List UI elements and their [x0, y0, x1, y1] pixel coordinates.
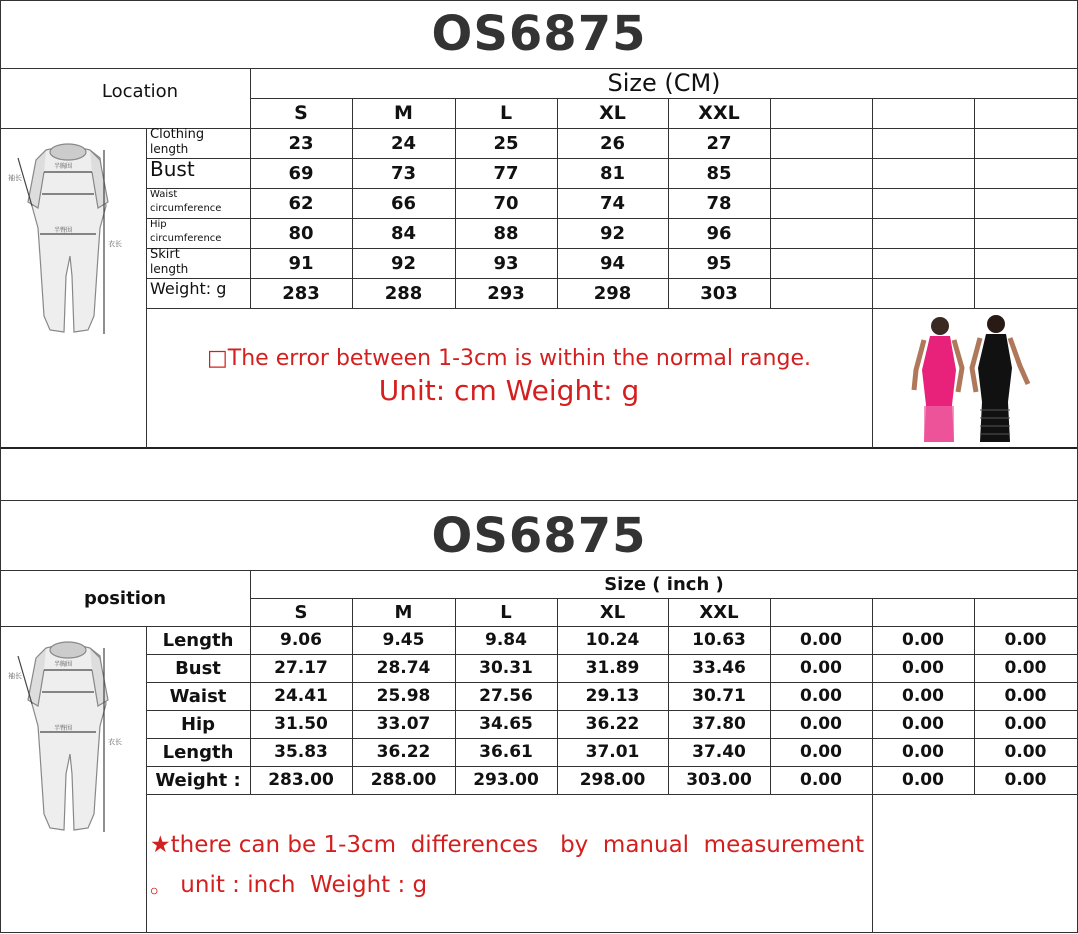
size-header-xxl: XXL: [698, 102, 740, 124]
size-value: 0.00: [1004, 658, 1047, 678]
size-value: 0.00: [800, 686, 842, 706]
size-value: 91: [288, 252, 314, 274]
svg-text:半胸围: 半胸围: [54, 163, 73, 170]
size-value: 25: [493, 132, 519, 154]
row-label-line: length: [150, 142, 189, 156]
row-label: Length: [162, 741, 234, 763]
size-value: 36.61: [479, 742, 533, 762]
svg-text:半胸围: 半胸围: [54, 661, 73, 668]
size-header-s: S: [294, 102, 308, 124]
row-label-line: length: [150, 262, 189, 276]
row-label-line: Weight: g: [150, 279, 227, 298]
note-error-range: □The error between 1-3cm is within the normal range.: [207, 345, 811, 371]
row-label-line: circumference: [150, 203, 222, 214]
size-header-l: L: [499, 102, 513, 124]
note-manual-measurement: ★there can be 1-3cm differences by manual measurement: [150, 832, 865, 858]
size-value: 94: [599, 252, 626, 274]
size-value: 31.50: [274, 714, 328, 734]
row-label: Length: [162, 629, 234, 651]
size-value: 33.07: [376, 714, 431, 734]
size-value: 84: [390, 222, 417, 244]
size-value: 70: [493, 192, 519, 214]
size-header-m: M: [394, 102, 413, 124]
svg-text:衣长: 衣长: [108, 240, 122, 248]
size-value: 0.00: [800, 770, 842, 790]
row-label-line: Bust: [150, 157, 195, 181]
svg-text:半臀围: 半臀围: [54, 725, 73, 732]
row-label-line: Skirt: [150, 247, 180, 262]
size-value: 36.22: [376, 742, 431, 762]
bottom-title: OS6875: [431, 508, 647, 564]
row-label: [150, 128, 248, 158]
size-header-s: S: [294, 601, 308, 623]
size-value: 78: [706, 192, 732, 214]
size-value: 0.00: [1004, 686, 1047, 706]
svg-text:袖长: 袖长: [8, 174, 22, 182]
size-value: 288: [384, 282, 423, 304]
size-value: 26: [599, 132, 626, 154]
size-value: 0.00: [902, 770, 944, 790]
size-header-xl: XL: [599, 601, 626, 623]
row-label: Bust: [175, 657, 221, 679]
size-value: 80: [288, 222, 314, 244]
size-value: 10.63: [692, 630, 746, 650]
size-value: 24.41: [274, 686, 328, 706]
size-value: 92: [599, 222, 626, 244]
size-value: 9.06: [280, 630, 322, 650]
svg-text:半臀围: 半臀围: [54, 227, 73, 234]
size-value: 29.13: [585, 686, 640, 706]
size-value: 303: [700, 282, 738, 304]
size-value: 0.00: [902, 742, 944, 762]
size-value: 30.31: [479, 658, 533, 678]
size-value: 27: [706, 132, 732, 154]
size-value: 0.00: [1004, 742, 1047, 762]
position-label: position: [83, 588, 167, 609]
size-value: 28.74: [376, 658, 431, 678]
size-value: 0.00: [1004, 714, 1047, 734]
size-value: 66: [390, 192, 417, 214]
size-value: 23: [288, 132, 314, 154]
size-value: 288.00: [370, 770, 437, 790]
row-label: [150, 158, 248, 188]
size-value: 9.45: [382, 630, 425, 650]
row-label-line: Waist: [150, 189, 178, 200]
size-value: 34.65: [479, 714, 533, 734]
row-label: Hip: [180, 713, 216, 735]
row-label-line: Hip: [150, 219, 167, 230]
size-value: 27.56: [479, 686, 533, 706]
row-label: Weight :: [155, 769, 241, 791]
size-value: 74: [599, 192, 626, 214]
svg-text:衣长: 衣长: [108, 738, 122, 746]
size-value: 10.24: [585, 630, 640, 650]
size-value: 25.98: [376, 686, 431, 706]
size-value: 27.17: [274, 658, 328, 678]
size-inch-header: Size ( inch ): [604, 573, 724, 595]
size-value: 37.80: [692, 714, 746, 734]
size-cm-header: Size (CM): [607, 69, 721, 97]
garment-measurement-sketch-inch: [8, 634, 138, 842]
svg-text:袖长: 袖长: [8, 672, 22, 680]
size-value: 0.00: [902, 686, 944, 706]
size-value: 9.84: [485, 630, 527, 650]
size-value: 31.89: [585, 658, 640, 678]
size-value: 92: [390, 252, 417, 274]
size-value: 0.00: [800, 742, 842, 762]
row-label: [150, 248, 248, 278]
size-value: 33.46: [692, 658, 746, 678]
size-value: 95: [706, 252, 732, 274]
size-value: 81: [599, 162, 626, 184]
model-photo: [880, 310, 1070, 446]
size-value: 96: [706, 222, 732, 244]
size-value: 35.83: [274, 742, 328, 762]
size-value: 24: [390, 132, 417, 154]
size-value: 0.00: [902, 658, 944, 678]
size-value: 93: [493, 252, 519, 274]
garment-measurement-sketch: [8, 136, 138, 344]
size-header-xxl: XXL: [699, 601, 739, 623]
size-value: 85: [706, 162, 732, 184]
size-value: 0.00: [1004, 630, 1047, 650]
size-value: 0.00: [1004, 770, 1047, 790]
location-label: Location: [101, 80, 179, 102]
size-header-l: L: [500, 601, 512, 623]
size-value: 298: [593, 282, 632, 304]
size-value: 0.00: [800, 630, 842, 650]
size-value: 298.00: [579, 770, 646, 790]
row-label: [150, 188, 248, 218]
size-value: 62: [288, 192, 314, 214]
top-title: OS6875: [431, 6, 647, 62]
note-unit-cm: Unit: cm Weight: g: [378, 373, 640, 407]
size-value: 293: [487, 282, 525, 304]
size-value: 77: [493, 162, 519, 184]
note-unit-inch: 。 unit : inch Weight : g: [150, 872, 428, 898]
size-value: 0.00: [902, 714, 944, 734]
size-value: 303.00: [686, 770, 752, 790]
row-label: [150, 278, 248, 308]
size-value: 0.00: [902, 630, 944, 650]
size-value: 73: [390, 162, 417, 184]
size-value: 88: [493, 222, 519, 244]
size-value: 36.22: [585, 714, 640, 734]
row-label-line: Clothing: [150, 127, 205, 142]
size-value: 293.00: [473, 770, 539, 790]
size-value: 0.00: [800, 714, 842, 734]
size-value: 283.00: [268, 770, 334, 790]
size-header-xl: XL: [599, 102, 626, 124]
size-value: 37.40: [692, 742, 746, 762]
size-value: 30.71: [692, 686, 746, 706]
size-value: 283: [282, 282, 320, 304]
row-label: Waist: [169, 685, 227, 707]
size-header-m: M: [394, 601, 413, 623]
size-value: 37.01: [585, 742, 640, 762]
size-value: 0.00: [800, 658, 842, 678]
size-value: 69: [288, 162, 314, 184]
row-label: [150, 218, 248, 248]
row-label-line: circumference: [150, 233, 222, 244]
